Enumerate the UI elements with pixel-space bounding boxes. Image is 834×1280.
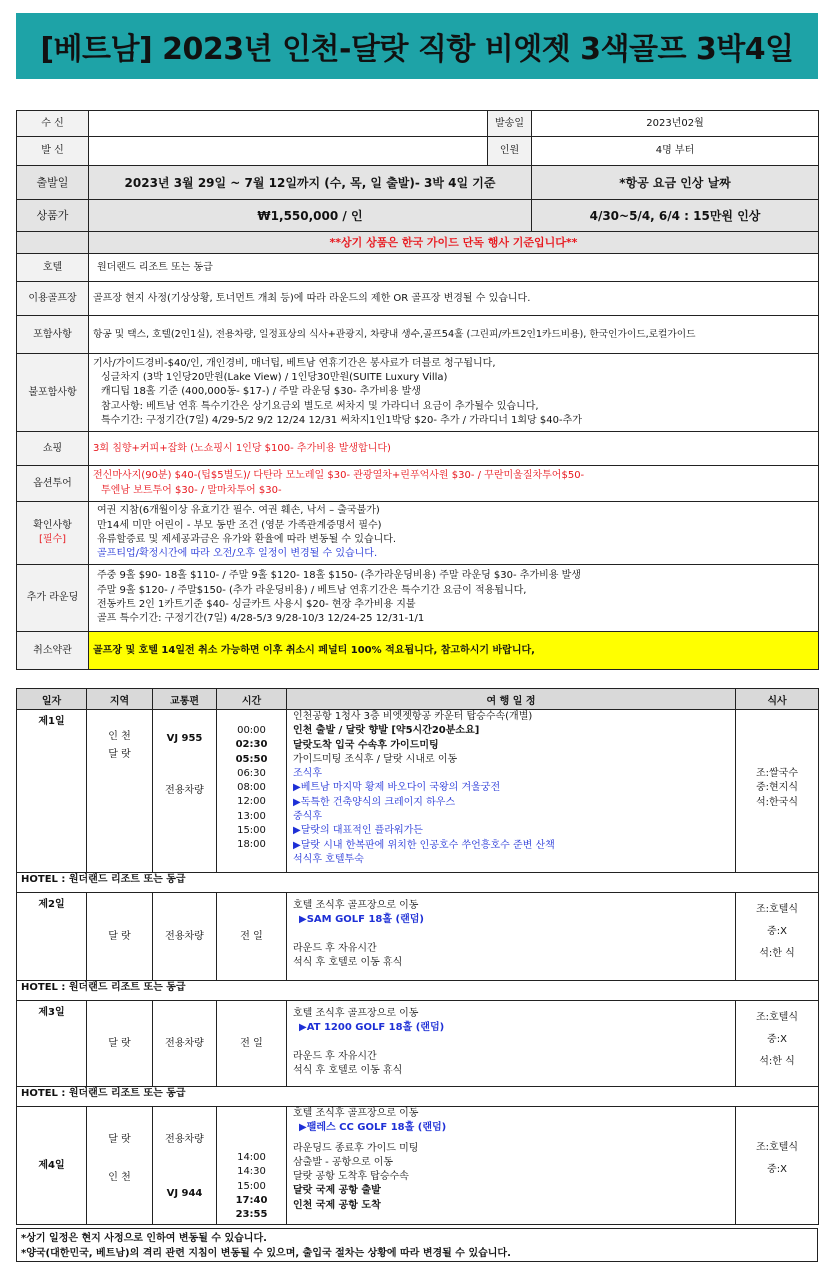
- confirm-row: [17, 502, 819, 565]
- header-time: 시간: [217, 689, 287, 710]
- day3-label: 제3일: [17, 1001, 87, 1087]
- day4-item: 인천 국제 공항 도착: [293, 1199, 381, 1211]
- option-label: 옵션투어: [17, 466, 89, 502]
- day1-meal: 석:한국식: [755, 796, 798, 808]
- exclude-line: 싱글차지 (3박 1인당20만원(Lake View) / 1인당30만원(SUITE Luxury Villa): [101, 372, 448, 384]
- hotel-line: HOTEL : 원더랜드 리조트 또는 동급: [17, 1087, 819, 1107]
- day1-time: 05:50: [235, 753, 268, 765]
- day1-items: [287, 710, 736, 873]
- day2-item: 석식 후 호텔로 이동 휴식: [293, 956, 403, 968]
- day1-item: 조식후: [293, 768, 322, 780]
- day3-item: 석식 후 호텔로 이동 휴식: [293, 1064, 403, 1076]
- exclude-row: [17, 354, 819, 432]
- day1-time: 18:00: [237, 839, 266, 851]
- price-value: ₩1,550,000 / 인: [89, 200, 532, 232]
- day4-transport: [153, 1107, 217, 1225]
- extra-line: 골프 특수기간: 구정기간(7일) 4/28-5/3 9/28-10/3 12/24-25 12/31-1/1: [97, 613, 425, 625]
- option-row: [17, 466, 819, 502]
- extra-row: [17, 565, 819, 632]
- day1-meal: 중:현지식: [755, 782, 798, 794]
- send-date-label: 발송일: [488, 111, 532, 137]
- shopping-value: 3회 침향+커피+잡화 (노쇼핑시 1인당 $100- 추가비용 발생합니다): [89, 432, 819, 466]
- day2-meal: 석:한 식: [759, 948, 795, 959]
- day1-transport: [153, 710, 217, 873]
- confirm-line: 유류할증료 및 제세공과금은 유가와 환율에 따라 변동될 수 있습니다.: [97, 534, 397, 545]
- day2-meal: 조:호텔식: [755, 904, 798, 915]
- day1-time: 00:00: [237, 725, 266, 736]
- extra-label: 추가 라운딩: [17, 565, 89, 632]
- day4-time: 17:40: [235, 1194, 268, 1206]
- day1-time: 15:00: [237, 825, 266, 837]
- day1-item: 중식후: [293, 811, 322, 823]
- day4-time: 23:55: [235, 1209, 268, 1221]
- day3-region: 달 랏: [87, 1001, 153, 1087]
- people-value: 4명 부터: [532, 137, 819, 166]
- day2-item: 호텔 조식후 골프장으로 이동: [293, 900, 419, 911]
- day1-item: ▶베트남 마지막 황제 바오다이 국왕의 겨울궁전: [293, 782, 501, 794]
- day4-item: ▶팰레스 CC GOLF 18홀 (랜덤): [299, 1122, 447, 1134]
- day4-item: 삼출발 - 공항으로 이동: [293, 1156, 394, 1168]
- shopping-row: [17, 432, 819, 466]
- extra-block: [89, 565, 819, 632]
- golf-label: 이용골프장: [17, 282, 89, 316]
- day4-items: [287, 1107, 736, 1225]
- hotel-line-row: [17, 981, 819, 1001]
- day3-item: 호텔 조식후 골프장으로 이동: [293, 1008, 419, 1019]
- price-note: 4/30~5/4, 6/4 : 15만원 인상: [532, 200, 819, 232]
- hotel-line-row: [17, 873, 819, 893]
- day2-time: 전 일: [217, 893, 287, 981]
- day1-region: 인 천: [108, 731, 131, 742]
- day4-region: 인 천: [108, 1172, 131, 1183]
- day1-meal: 조:쌀국수: [755, 768, 798, 779]
- sender-value: [89, 137, 488, 166]
- header-meals: 식사: [736, 689, 819, 710]
- day1-row: [17, 710, 819, 873]
- day4-flight: VJ 944: [166, 1188, 203, 1199]
- departure-value: 2023년 3월 29일 ~ 7월 12일까지 (수, 목, 일 출발)- 3박 4일 기준: [89, 166, 532, 200]
- exclude-line: 특수기간: 구정기간(7일) 4/29-5/2 9/2 12/24 12/31 써차지1인1박당 $20- 추가 / 가라디너 1회당 $40-추가: [101, 414, 582, 426]
- exclude-line: 기사/가이드경비-$40/인, 개인경비, 매너팁, 베트남 연휴기간은 봉사료가 더블로 청구됩니다,: [93, 357, 496, 369]
- day4-meal: 조:호텔식: [755, 1142, 798, 1153]
- confirm-label-cell: [17, 502, 89, 565]
- day1-region: 달 랏: [108, 749, 131, 760]
- day1-time: 02:30: [235, 739, 268, 751]
- day4-time: 14:00: [237, 1152, 266, 1163]
- page-title: [베트남] 2023년 인천-달랏 직항 비엣젯 3색골프 3박4일: [40, 32, 794, 67]
- recipient-value: [89, 111, 488, 137]
- day4-item: 라운딩드 종료후 가이드 미팅: [293, 1142, 419, 1154]
- info-table: [16, 110, 819, 670]
- day1-item: 달랏도착 입국 수속후 가이드미팅: [293, 739, 439, 751]
- day1-flight: VJ 955: [166, 733, 203, 744]
- notice-row: [17, 232, 819, 254]
- day2-meals: [736, 893, 819, 981]
- departure-label: 출발일: [17, 166, 89, 200]
- option-block: [89, 466, 819, 502]
- send-date-value: 2023년02월: [532, 111, 819, 137]
- day4-meal: 중:X: [767, 1164, 787, 1175]
- day1-regions: [87, 710, 153, 873]
- day1-vehicle: 전용차량: [165, 785, 204, 796]
- departure-note: *항공 요금 인상 날짜: [532, 166, 819, 200]
- extra-line: 주중 9홀 $90- 18홀 $110- / 주말 9홀 $120- 18홀 $150- (추가라운딩비용) 주말 라운딩 $30- 추가비용 발생: [97, 570, 581, 582]
- day2-item: ▶SAM GOLF 18홀 (랜덤): [299, 914, 424, 926]
- day1-item: 인천공항 1청사 3층 비엣젯항공 카운터 탑승수속(개별): [293, 711, 533, 722]
- day4-regions: [87, 1107, 153, 1225]
- day1-item: ▶달랏 시내 한복판에 위치한 인공호수 쑤언흥호수 준변 산책: [293, 839, 555, 851]
- day3-meal: 석:한 식: [759, 1056, 795, 1067]
- include-label: 포함사항: [17, 316, 89, 354]
- extra-line: 전동카트 2인 1카트기준 $40- 싱글카트 사용시 $20- 현장 추가비용 지불: [97, 599, 416, 610]
- day4-region: 달 랏: [108, 1134, 131, 1145]
- title-banner: [16, 13, 818, 79]
- departure-row: [17, 166, 819, 200]
- day1-time: 08:00: [237, 782, 266, 794]
- day3-item: 라운드 후 자유시간: [293, 1050, 377, 1062]
- day1-meals: [736, 710, 819, 873]
- hotel-row: [17, 254, 819, 282]
- header-itinerary: 여 행 일 정: [287, 689, 736, 710]
- day4-meals: [736, 1107, 819, 1225]
- recipient-label: 수 신: [17, 111, 89, 137]
- golf-row: [17, 282, 819, 316]
- include-value: 항공 및 택스, 호텔(2인1실), 전용차량, 일정표상의 식사+관광지, 차량내 생수,골프54홀 (그린피/카트2인1카드비용), 한국인가이드,로컬가이드: [89, 316, 819, 354]
- shopping-label: 쇼핑: [17, 432, 89, 466]
- hotel-value: 원더랜드 리조트 또는 동급: [89, 254, 819, 282]
- footer-notes: [16, 1228, 818, 1262]
- day3-time: 전 일: [217, 1001, 287, 1087]
- price-label: 상품가: [17, 200, 89, 232]
- sender-label: 발 신: [17, 137, 89, 166]
- header-region: 지역: [87, 689, 153, 710]
- exclude-line: 참고사항: 베트남 연휴 특수기간은 상기요금외 별도로 써차지 및 가라디너 요금이 추가될수 있습니다,: [101, 400, 539, 412]
- schedule-header: [17, 689, 819, 710]
- confirm-label: 확인사항: [33, 520, 72, 531]
- hotel-line: HOTEL : 원더랜드 리조트 또는 동급: [17, 981, 819, 1001]
- guide-notice: **상기 상품은 한국 가이드 단독 행사 기준입니다**: [89, 232, 819, 254]
- exclude-line: 캐디팁 18홀 기준 (400,000동- $17-) / 주말 라운딩 $30- 추가비용 발생: [101, 386, 421, 398]
- footer-note: *양국(대한민국, 베트남)의 격리 관련 지침이 변동될 수 있으며, 출입국 절차는 상황에 따라 변경될 수 있습니다.: [21, 1248, 511, 1259]
- day4-time: 14:30: [237, 1166, 266, 1178]
- day1-item: ▶달랏의 대표적인 플라워가든: [293, 825, 423, 837]
- header-day: 일자: [17, 689, 87, 710]
- day2-label: 제2일: [17, 893, 87, 981]
- day1-time: 06:30: [237, 767, 266, 779]
- recipient-row: [17, 111, 819, 137]
- golf-value: 골프장 현지 사정(기상상황, 토너먼트 개최 등)에 따라 라운드의 제한 OR 골프장 변경될 수 있습니다.: [89, 282, 819, 316]
- day1-item: 석식후 호텔투숙: [293, 853, 364, 865]
- hotel-line-row: [17, 1087, 819, 1107]
- day4-item: 호텔 조식후 골프장으로 이동: [293, 1108, 419, 1119]
- header-transport: 교통편: [153, 689, 217, 710]
- cancel-label: 취소약관: [17, 632, 89, 670]
- day1-item: ▶독특한 건축양식의 크레이지 하우스: [293, 796, 456, 808]
- notice-label-empty: [17, 232, 89, 254]
- option-line: 투엔남 보트투어 $30- / 말마차투어 $30-: [101, 484, 282, 496]
- schedule-table: [16, 688, 819, 1225]
- day3-item: ▶AT 1200 GOLF 18홀 (랜덤): [299, 1022, 445, 1034]
- option-line: 전신마사지(90분) $40-(팁$5별도)/ 다탄라 모노레일 $30- 관광열차+린푸억사원 $30- / 꾸란미울질차투어$50-: [93, 470, 585, 482]
- day1-item: 가이드미팅 조식후 / 달랏 시내로 이동: [293, 753, 458, 765]
- price-row: [17, 200, 819, 232]
- day1-time: 13:00: [237, 810, 266, 822]
- day4-item: 달랏 국제 공항 출발: [293, 1185, 381, 1197]
- cancel-value: 골프장 및 호텔 14일전 취소 가능하면 이후 취소시 페널티 100% 적요됩니다, 참고하시기 바랍니다,: [89, 632, 819, 670]
- day2-row: [17, 893, 819, 981]
- confirm-required: [필수]: [38, 534, 67, 545]
- hotel-label: 호텔: [17, 254, 89, 282]
- confirm-block: [89, 502, 819, 565]
- day4-label: 제4일: [17, 1107, 87, 1225]
- day2-items: [287, 893, 736, 981]
- day2-item: 라운드 후 자유시간: [293, 942, 377, 954]
- people-label: 인원: [488, 137, 532, 166]
- footer-note: *상기 일정은 현지 사정으로 인하여 변동될 수 있습니다.: [21, 1233, 267, 1244]
- include-row: [17, 316, 819, 354]
- day2-transport: 전용차량: [153, 893, 217, 981]
- day4-times: [217, 1107, 287, 1225]
- day1-time: 12:00: [237, 796, 266, 808]
- sender-row: [17, 137, 819, 166]
- confirm-line: 여권 지참(6개월이상 유효기간 필수. 여권 훼손, 낙서 – 출국불가): [97, 505, 380, 517]
- day3-row: [17, 1001, 819, 1087]
- cancel-row: [17, 632, 819, 670]
- confirm-line: 골프티업/확정시간에 따라 오전/오후 일정이 변경될 수 있습니다.: [97, 548, 378, 560]
- day3-meal: 중:X: [767, 1034, 787, 1045]
- day4-time: 15:00: [237, 1180, 266, 1192]
- hotel-line: HOTEL : 원더랜드 리조트 또는 동급: [17, 873, 819, 893]
- day4-vehicle: 전용차량: [165, 1134, 204, 1145]
- day1-item: 인천 출발 / 달랏 향발 [약5시간20분소요]: [293, 725, 480, 737]
- confirm-line: 만14세 미만 어린이 - 부모 동반 조건 (영문 가족관계증명서 필수): [97, 519, 382, 531]
- day4-row: [17, 1107, 819, 1225]
- exclude-label: 불포함사항: [17, 354, 89, 432]
- day1-times: [217, 710, 287, 873]
- day1-label: 제1일: [17, 710, 87, 873]
- day3-meals: [736, 1001, 819, 1087]
- extra-line: 주말 9홀 $120- / 주말$150- (추가 라운딩비용) / 베트남 연휴기간은 특수기간 요금이 적용됩니다,: [97, 584, 527, 596]
- exclude-block: [89, 354, 819, 432]
- day2-meal: 중:X: [767, 926, 787, 937]
- day3-items: [287, 1001, 736, 1087]
- day2-region: 달 랏: [87, 893, 153, 981]
- day4-item: 달랏 공항 도착후 탑승수속: [293, 1171, 409, 1183]
- day3-transport: 전용차량: [153, 1001, 217, 1087]
- day3-meal: 조:호텔식: [755, 1012, 798, 1023]
